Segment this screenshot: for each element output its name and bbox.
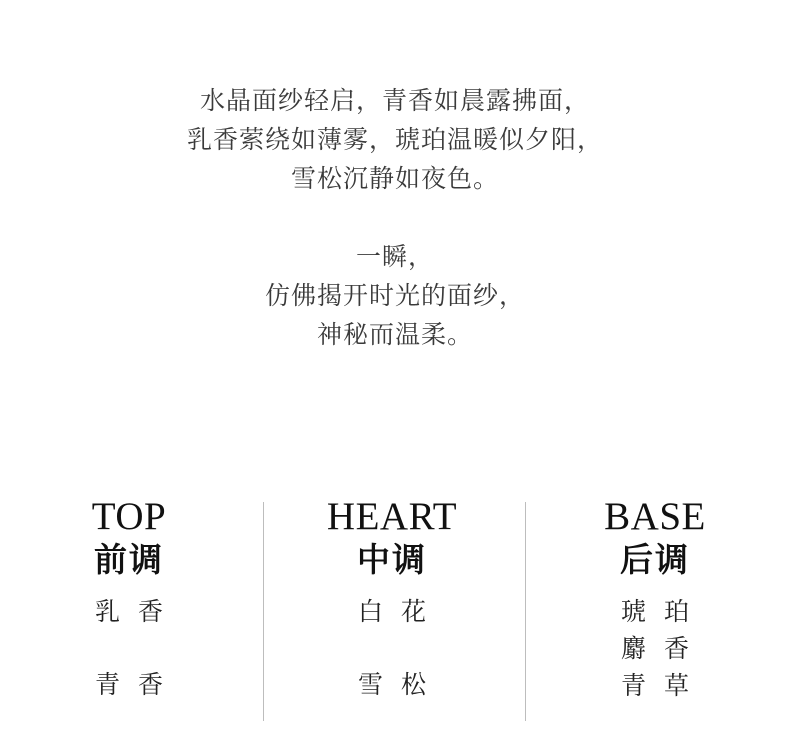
poem-line: 一瞬， (355, 242, 434, 271)
base-notes-title-en: BASE (604, 495, 706, 538)
note-item: 白花 (357, 597, 444, 626)
base-notes-title-cn: 后调 (620, 540, 690, 579)
top-notes-title-cn: 前调 (94, 540, 164, 579)
top-notes-title-en: TOP (91, 495, 167, 538)
heart-notes-column (292, 495, 492, 739)
heart-notes-title-cn: 中调 (357, 540, 427, 579)
poem-line: 水晶面纱轻启，青香如晨露拂面， (199, 86, 590, 115)
note-item: 麝香 (620, 634, 707, 663)
note-item: 雪松 (357, 670, 444, 699)
base-notes-list (555, 593, 755, 704)
poem-line: 雪松沉静如夜色。 (290, 164, 499, 193)
poem-stanza-1 (0, 81, 790, 198)
top-notes-list (29, 593, 229, 739)
column-divider (525, 502, 526, 721)
top-notes-column (29, 495, 229, 739)
heart-notes-list (292, 593, 492, 739)
base-notes-column (555, 495, 755, 704)
heart-notes-title-en: HEART (326, 495, 458, 538)
column-divider (263, 502, 264, 721)
note-item: 乳香 (94, 597, 181, 626)
note-item: 琥珀 (620, 597, 707, 626)
poem-stanza-2 (0, 237, 790, 354)
poem-line: 神秘而温柔。 (316, 320, 473, 349)
poem-line: 乳香萦绕如薄雾，琥珀温暖似夕阳， (186, 125, 603, 154)
note-item: 青草 (620, 671, 707, 700)
note-item: 青香 (94, 670, 181, 699)
poem-line: 仿佛揭开时光的面纱， (264, 281, 525, 310)
